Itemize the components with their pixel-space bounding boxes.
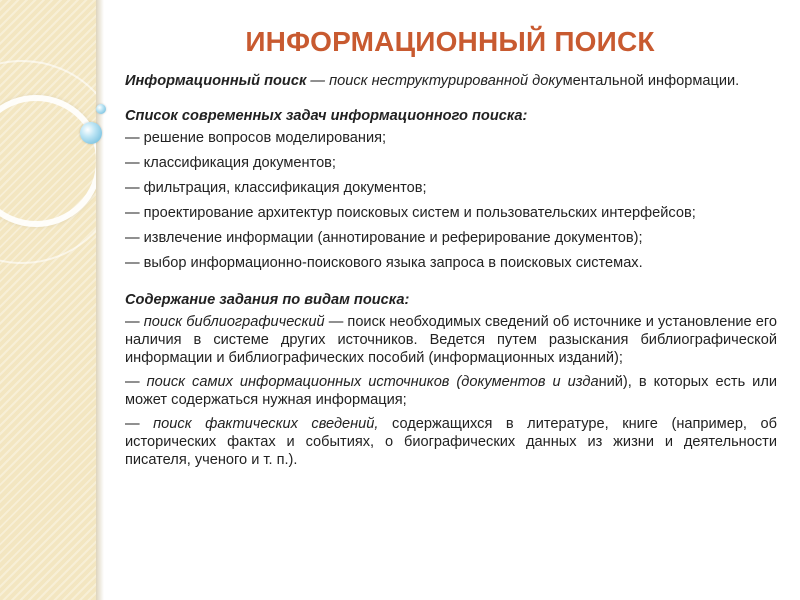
task-item: — выбор информационно-поискового языка запроса в поисковых системах.	[125, 255, 643, 271]
definition-paragraph	[125, 72, 777, 90]
search-type-item-sources	[125, 373, 777, 409]
tasks-heading: Список современных задач информационного поиска:	[125, 108, 528, 124]
task-item: — извлечение информации (аннотирование и реферирование документов);	[125, 230, 643, 246]
small-bubble-icon	[96, 104, 106, 114]
search-type-item-bibliographic	[125, 313, 777, 367]
task-item: — проектирование архитектур поисковых систем и пользовательских интерфейсов;	[125, 205, 696, 221]
search-types-heading: Содержание задания по видам поиска:	[125, 292, 410, 308]
definition-text-plain: ментальной информации.	[562, 73, 740, 89]
search-type-dash: —	[125, 314, 144, 330]
side-panel-shadow	[96, 0, 104, 600]
search-type-description: содержащихся в литературе, книге (например, об исторических фактах и событиях, о биографических данных из жизни и деятельности писателя, ученого и т. п.).	[125, 416, 777, 468]
task-item: — классификация документов;	[125, 155, 336, 171]
search-type-name: поиск библиографический	[143, 314, 325, 330]
search-type-dash: —	[125, 374, 147, 390]
search-type-name: поиск самих информационных источников (документов и изда	[146, 374, 599, 390]
decorative-ring	[0, 95, 96, 227]
task-item: — фильтрация, классификация документов;	[125, 180, 427, 196]
definition-dash: —	[306, 73, 330, 89]
search-type-dash: —	[125, 416, 154, 432]
bubble-icon	[80, 122, 102, 144]
search-type-description: — поиск необходимых сведений об источнике и установление его наличия в системе других источников. Ведется путем разыскания библиографической информации и библиографических пособий (информационных изданий);	[125, 314, 777, 366]
task-item: — решение вопросов моделирования;	[125, 130, 387, 146]
slide-title: ИНФОРМАЦИОННЫЙ ПОИСК	[245, 26, 655, 57]
decorative-side-panel	[0, 0, 96, 600]
slide-content	[125, 72, 777, 475]
search-type-description: ний), в которых есть или может содержаться нужная информация;	[125, 374, 777, 408]
search-type-name: поиск фактических сведений,	[153, 416, 379, 432]
definition-term: Информационный поиск	[125, 73, 307, 89]
search-type-item-facts	[125, 415, 777, 469]
definition-text-italic: поиск неструктурированной доку	[329, 73, 563, 89]
